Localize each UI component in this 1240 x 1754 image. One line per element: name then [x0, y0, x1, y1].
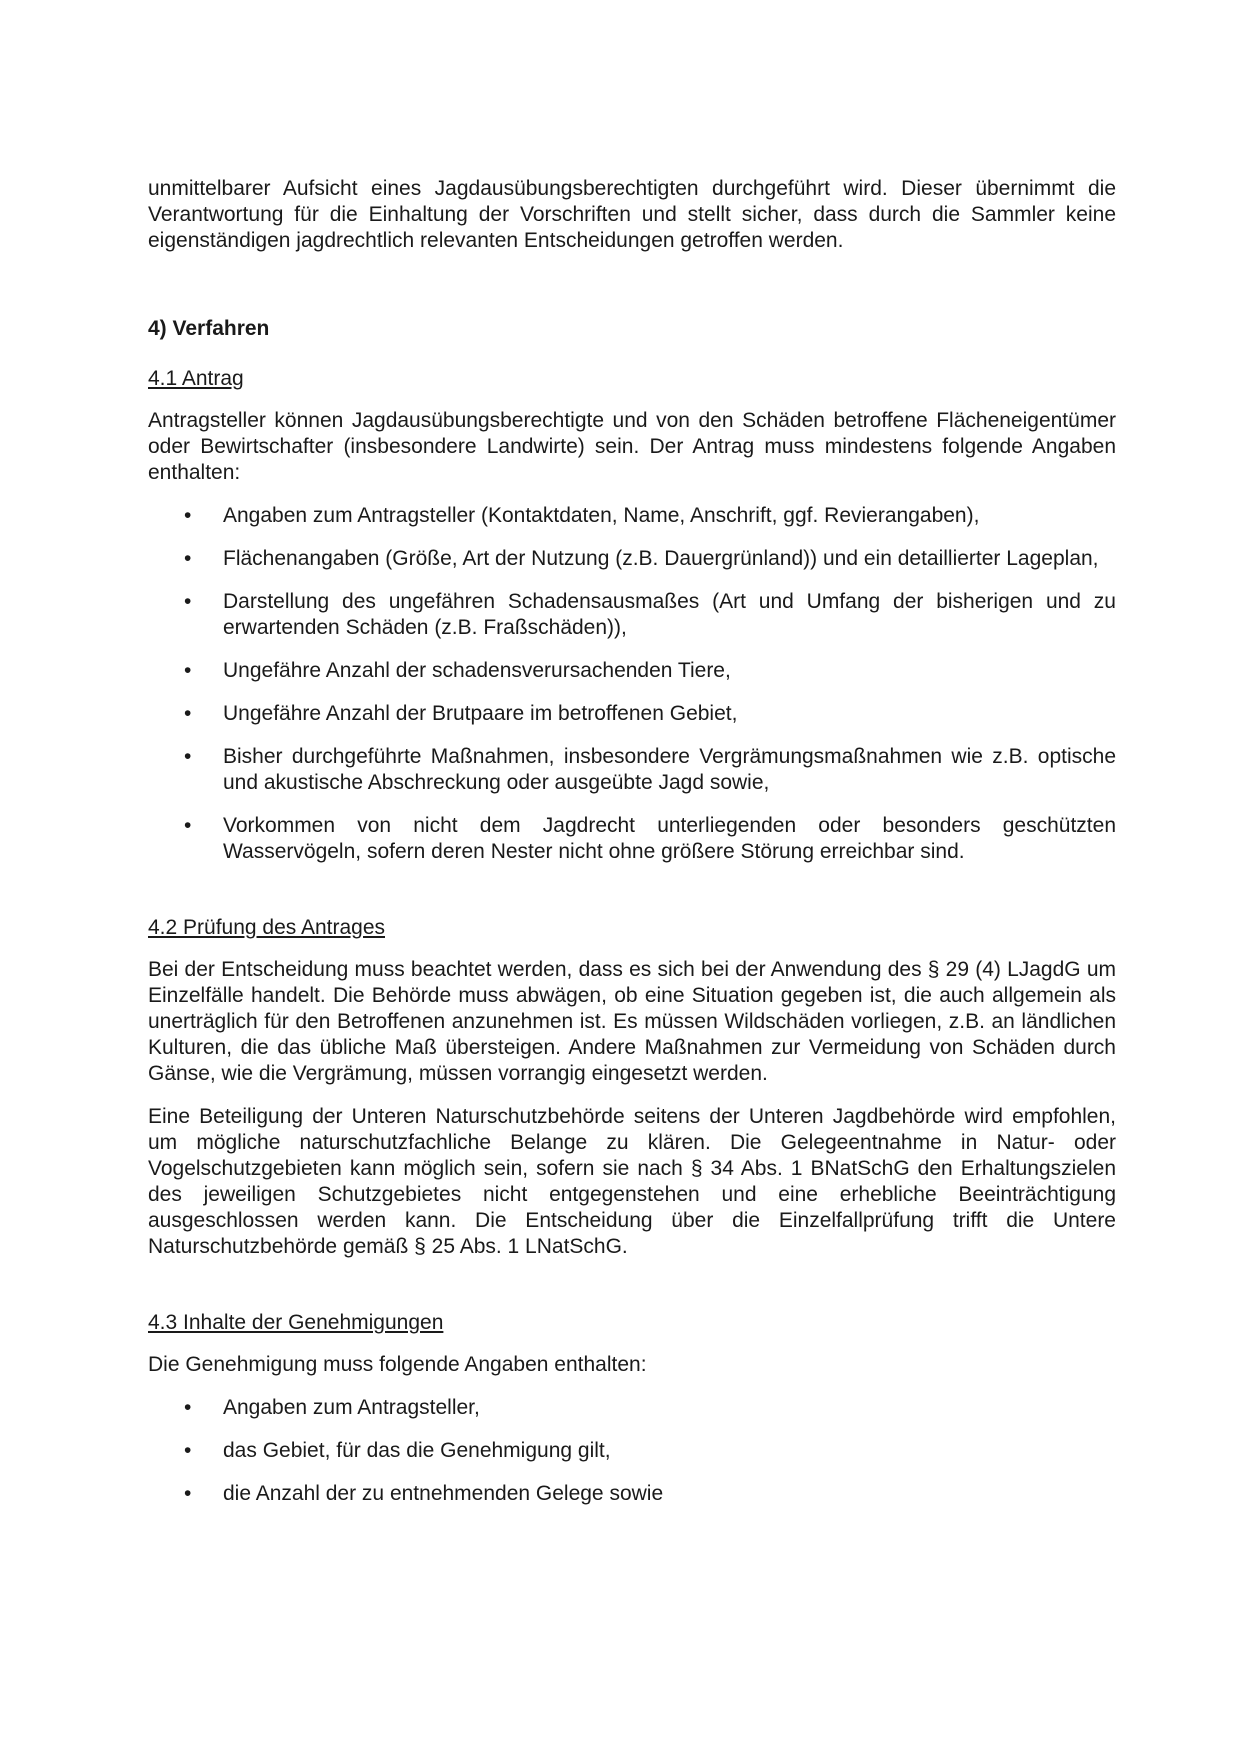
bullet-icon: •	[184, 1439, 192, 1462]
list-item: • Angaben zum Antragsteller (Kontaktdaten, Name, Anschrift, ggf. Revierangaben),	[184, 504, 980, 527]
bullet-icon: •	[184, 590, 192, 613]
bullet-icon: •	[184, 1482, 192, 1505]
bullet-icon: •	[184, 659, 192, 682]
bullet-icon: •	[184, 547, 192, 570]
list-item: • Vorkommen von nicht dem Jagdrecht unterliegenden oder besonders geschützten Wasservögeln, sofern deren Nester nicht ohne größere Störung erreichbar sind.	[184, 814, 1116, 863]
antrag-intro-paragraph: Antragsteller können Jagdausübungsberechtigte und von den Schäden betroffene Flächeneigentümer oder Bewirtschafter (insbesondere Landwirte) sein. Der Antrag muss mindestens folgende Angaben enthalten:	[148, 409, 1116, 484]
list-item: • Flächenangaben (Größe, Art der Nutzung (z.B. Dauergrünland)) und ein detaillierter Lageplan,	[184, 547, 1099, 570]
genehmigung-contents-list	[148, 1395, 1116, 1507]
bullet-icon: •	[184, 1396, 192, 1419]
pruefung-paragraph-1: Bei der Entscheidung muss beachtet werden, dass es sich bei der Anwendung des § 29 (4) LJagdG um Einzelfälle handelt. Die Behörde muss abwägen, ob eine Situation gegeben ist, die auch allgemein als unerträglich für den Betroffenen anzunehmen ist. Es müssen Wildschäden vorliegen, z.B. an ländlichen Kulturen, die das übliche Maß übersteigen. Andere Maßnahmen zur Vermeidung von Schäden durch Gänse, wie die Vergrämung, müssen vorrangig eingesetzt werden.	[148, 958, 1116, 1085]
list-item: • Ungefähre Anzahl der Brutpaare im betroffenen Gebiet,	[184, 702, 738, 725]
list-item: • Angaben zum Antragsteller,	[184, 1396, 480, 1419]
inhalte-intro-paragraph: Die Genehmigung muss folgende Angaben enthalten:	[148, 1353, 647, 1376]
list-item: • die Anzahl der zu entnehmenden Gelege sowie	[184, 1482, 664, 1505]
document-body	[148, 176, 1116, 1507]
list-item: • das Gebiet, für das die Genehmigung gilt,	[184, 1439, 611, 1462]
list-item: • Darstellung des ungefähren Schadensausmaßes (Art und Umfang der bisherigen und zu erwartenden Schäden (z.B. Fraßschäden)),	[184, 590, 1116, 639]
bullet-icon: •	[184, 814, 192, 837]
subheading-antrag: 4.1 Antrag	[148, 367, 244, 390]
list-item: • Ungefähre Anzahl der schadensverursachenden Tiere,	[184, 659, 731, 682]
subheading-pruefung: 4.2 Prüfung des Antrages	[148, 916, 385, 939]
subheading-inhalte: 4.3 Inhalte der Genehmigungen	[148, 1311, 444, 1334]
antrag-requirements-list	[148, 503, 1116, 865]
pruefung-paragraph-2: Eine Beteiligung der Unteren Naturschutzbehörde seitens der Unteren Jagdbehörde wird empfohlen, um mögliche naturschutzfachliche Belange zu klären. Die Gelegeentnahme in Natur- oder Vogelschutzgebieten kann möglich sein, sofern sie nach § 34 Abs. 1 BNatSchG den Erhaltungszielen des jeweiligen Schutzgebietes nicht entgegenstehen und eine erhebliche Beeinträchtigung ausgeschlossen werden kann. Die Entscheidung über die Einzelfallprüfung trifft die Untere Naturschutzbehörde gemäß § 25 Abs. 1 LNatSchG.	[148, 1105, 1116, 1258]
bullet-icon: •	[184, 745, 192, 768]
section-heading-verfahren: 4) Verfahren	[148, 317, 270, 340]
list-item: • Bisher durchgeführte Maßnahmen, insbesondere Vergrämungsmaßnahmen wie z.B. optische und akustische Abschreckung oder ausgeübte Jagd sowie,	[184, 745, 1116, 794]
bullet-icon: •	[184, 504, 192, 527]
intro-paragraph: unmittelbarer Aufsicht eines Jagdausübungsberechtigten durchgeführt wird. Dieser übernimmt die Verantwortung für die Einhaltung der Vorschriften und stellt sicher, dass durch die Sammler keine eigenständigen jagdrechtlich relevanten Entscheidungen getroffen werden.	[148, 177, 1116, 252]
bullet-icon: •	[184, 702, 192, 725]
